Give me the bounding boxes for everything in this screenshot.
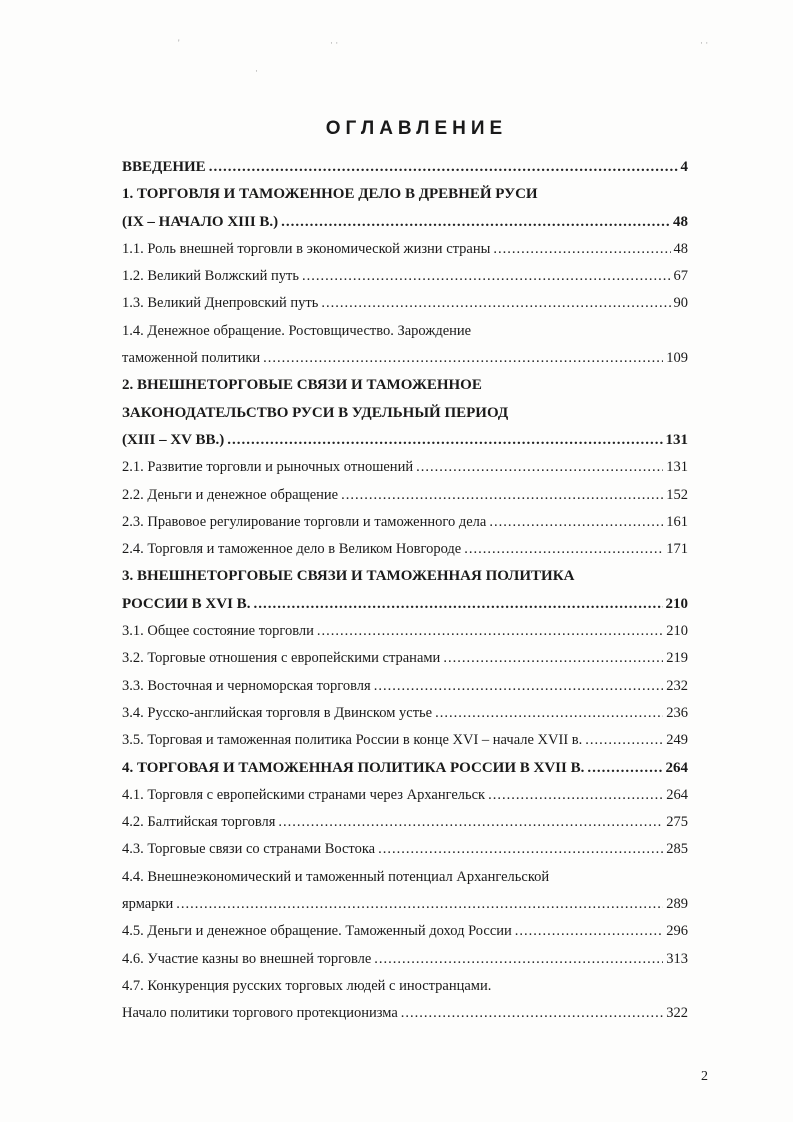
toc-leader-dots: [209, 159, 678, 176]
toc-entry: [122, 678, 688, 705]
toc-entry-page: 236: [666, 704, 688, 721]
toc-entry-page: 210: [665, 595, 688, 612]
toc-entry-label: 2.2. Деньги и денежное обращение: [122, 486, 339, 503]
toc-leader-dots: [302, 268, 671, 285]
toc-leader-dots: [489, 514, 663, 531]
page-title: ОГЛАВЛЕНИЕ: [325, 118, 508, 139]
scan-speck: · ·: [330, 38, 339, 48]
toc-entry-page: 48: [673, 240, 688, 257]
toc-entry-page: 313: [666, 950, 688, 967]
toc-entry: [122, 896, 688, 923]
toc-leader-dots: [587, 760, 662, 777]
toc-leader-dots: [281, 214, 670, 231]
toc-entry-label: 4.6. Участие казны во внешней торговле: [122, 950, 372, 967]
toc-entry-label: Начало политики торгового протекционизма: [122, 1005, 398, 1022]
toc-entry-page: 296: [666, 923, 688, 940]
toc-entry-page: 171: [666, 541, 688, 558]
toc-entry-label: 1. ТОРГОВЛЯ И ТАМОЖЕННОЕ ДЕЛО В ДРЕВНЕЙ РУСИ: [122, 186, 538, 203]
toc-leader-dots: [317, 623, 663, 640]
toc-leader-dots: [401, 1005, 663, 1022]
toc-entry-page: 264: [666, 786, 688, 803]
toc-entry-label: 4.3. Торговые связи со странами Востока: [122, 841, 376, 858]
toc-entry-page: 48: [673, 213, 688, 230]
toc-entry-label: 3.4. Русско-английская торговля в Двинском устье: [122, 704, 433, 721]
toc-entry-page: 131: [665, 431, 688, 448]
toc-entry: [122, 787, 688, 814]
toc-entry-label: 2.4. Торговля и таможенное дело в Великом Новгороде: [122, 541, 462, 558]
toc-entry-label: 3.2. Торговые отношения с европейскими странами: [122, 650, 441, 667]
toc-entry: [122, 377, 688, 404]
toc-entry: [122, 323, 688, 350]
toc-entry-label: 3. ВНЕШНЕТОРГОВЫЕ СВЯЗИ И ТАМОЖЕННАЯ ПОЛИТИКА: [122, 568, 575, 585]
toc-leader-dots: [443, 650, 663, 667]
toc-entry-label: 4.5. Деньги и денежное обращение. Таможенный доход России: [122, 923, 512, 940]
toc-entry: [122, 432, 688, 459]
toc-entry-label: ЗАКОНОДАТЕЛЬСТВО РУСИ В УДЕЛЬНЫЙ ПЕРИОД: [122, 404, 509, 421]
toc-entry-page: 322: [666, 1005, 688, 1022]
toc-entry: [122, 978, 688, 1005]
toc-leader-dots: [493, 241, 670, 258]
scan-speck: ': [178, 38, 180, 48]
toc-entry-label: 4. ТОРГОВАЯ И ТАМОЖЕННАЯ ПОЛИТИКА РОССИИ В XVII В.: [122, 759, 585, 776]
page-number: 2: [701, 1069, 708, 1084]
toc-entry: [122, 923, 688, 950]
scan-speck: ·: [255, 66, 258, 76]
toc-leader-dots: [176, 896, 663, 913]
toc-entry-label: (IX – НАЧАЛО XIII В.): [122, 213, 279, 230]
toc-entry-label: (XIII – XV ВВ.): [122, 431, 225, 448]
toc-entry: [122, 705, 688, 732]
toc-entry-label: 4.2. Балтийская торговля: [122, 814, 276, 831]
toc-leader-dots: [321, 295, 670, 312]
toc-entry-page: 131: [666, 459, 688, 476]
toc-leader-dots: [227, 432, 662, 449]
toc-entry-page: 161: [666, 513, 688, 530]
toc-leader-dots: [488, 787, 663, 804]
toc-entry: [122, 1005, 688, 1032]
toc-entry-page: 90: [673, 295, 688, 312]
toc-entry-page: 210: [666, 623, 688, 640]
toc-entry-label: 1.2. Великий Волжский путь: [122, 268, 299, 285]
toc-entry-page: 67: [673, 268, 688, 285]
toc-entry-label: 4.1. Торговля с европейскими странами через Архангельск: [122, 786, 486, 803]
toc-leader-dots: [374, 951, 663, 968]
toc-entry: [122, 268, 688, 295]
toc-leader-dots: [515, 923, 663, 940]
toc-entry: [122, 596, 688, 623]
toc-entry: [122, 951, 688, 978]
toc-entry-label: 4.4. Внешнеэкономический и таможенный потенциал Архангельской: [122, 868, 550, 885]
toc-entry-label: 3.1. Общее состояние торговли: [122, 623, 314, 640]
toc-entry: [122, 568, 688, 595]
toc-entry: [122, 186, 688, 213]
toc-entry-page: 232: [666, 677, 688, 694]
toc-entry-page: 264: [665, 759, 688, 776]
toc-leader-dots: [464, 541, 663, 558]
toc-leader-dots: [416, 459, 663, 476]
toc-entry-page: 4: [680, 159, 688, 175]
toc-entry-page: 285: [666, 841, 688, 858]
toc-leader-dots: [378, 841, 663, 858]
toc-entry-label: 1.4. Денежное обращение. Ростовщичество. Зарождение: [122, 322, 472, 339]
toc-leader-dots: [435, 705, 663, 722]
toc-entry-page: 152: [666, 486, 688, 503]
toc-leader-dots: [253, 596, 662, 613]
toc-entry-label: ВВЕДЕНИЕ: [122, 159, 206, 175]
toc-entry-label: таможенной политики: [122, 350, 261, 367]
toc-entry: [122, 814, 688, 841]
toc-entry: [122, 514, 688, 541]
toc-entry-label: 2. ВНЕШНЕТОРГОВЫЕ СВЯЗИ И ТАМОЖЕННОЕ: [122, 377, 482, 394]
toc-entry: [122, 159, 688, 186]
toc-entry-label: 2.3. Правовое регулирование торговли и таможенного дела: [122, 513, 487, 530]
toc-entry-label: 4.7. Конкуренция русских торговых людей с иностранцами.: [122, 977, 492, 994]
toc-entry-label: ярмарки: [122, 896, 174, 913]
toc-entry-label: 3.3. Восточная и черноморская торговля: [122, 677, 371, 694]
toc-entry: [122, 650, 688, 677]
toc-entry-label: РОССИИ В XVI В.: [122, 595, 251, 612]
toc-leader-dots: [374, 678, 664, 695]
table-of-contents: [122, 159, 688, 1033]
toc-entry: [122, 241, 688, 268]
toc-entry-label: 1.3. Великий Днепровский путь: [122, 295, 319, 312]
toc-entry: [122, 295, 688, 322]
toc-entry-page: 275: [666, 814, 688, 831]
toc-entry: [122, 459, 688, 486]
toc-entry: [122, 841, 688, 868]
toc-entry: [122, 732, 688, 759]
toc-entry: [122, 487, 688, 514]
toc-entry: [122, 350, 688, 377]
toc-entry: [122, 623, 688, 650]
toc-entry: [122, 541, 688, 568]
toc-entry-label: 3.5. Торговая и таможенная политика России в конце XVI – начале XVII в.: [122, 732, 583, 749]
toc-entry-page: 219: [666, 650, 688, 667]
toc-entry: [122, 214, 688, 241]
toc-entry: [122, 760, 688, 787]
toc-leader-dots: [585, 732, 663, 749]
toc-leader-dots: [278, 814, 663, 831]
toc-entry-page: 289: [666, 896, 688, 913]
toc-entry-page: 249: [666, 732, 688, 749]
toc-entry-label: 2.1. Развитие торговли и рыночных отношений: [122, 459, 414, 476]
scan-speck: · ·: [700, 38, 709, 48]
toc-entry: [122, 405, 688, 432]
toc-entry-label: 1.1. Роль внешней торговли в экономической жизни страны: [122, 240, 491, 257]
toc-leader-dots: [341, 487, 663, 504]
toc-leader-dots: [263, 350, 663, 367]
toc-entry-page: 109: [666, 350, 688, 367]
toc-entry: [122, 869, 688, 896]
